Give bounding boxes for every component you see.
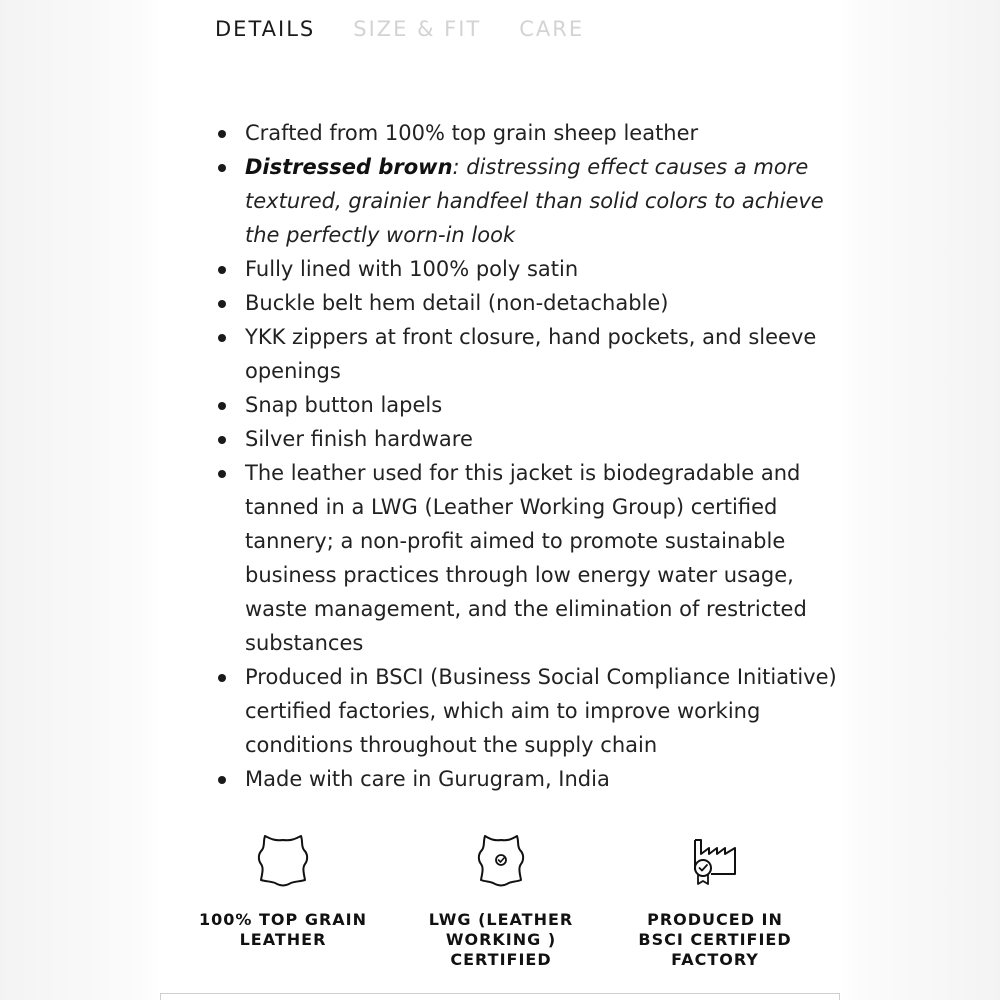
detail-text: Silver finish hardware (245, 427, 473, 451)
detail-color-name: Distressed brown (245, 155, 453, 179)
list-item (245, 320, 845, 388)
list-item (245, 422, 845, 456)
badge-label: PRODUCED IN BSCI CERTIFIED FACTORY (638, 910, 792, 969)
product-info-tabs (215, 17, 584, 41)
list-item (245, 762, 845, 796)
detail-text: The leather used for this jacket is biodegradable and tanned in a LWG (Leather Working Group) certified tannery; a non-profit aimed to promote sustainable business practices through low energy water usage, waste management, and the elimination of restricted substances (245, 461, 807, 655)
details-list (214, 116, 845, 796)
detail-text: Made with care in Gurugram, India (245, 767, 610, 791)
detail-text: Buckle belt hem detail (non-detachable) (245, 291, 669, 315)
detail-text: Snap button lapels (245, 393, 443, 417)
list-item (245, 388, 845, 422)
detail-text: Fully lined with 100% poly satin (245, 257, 579, 281)
bottom-divider (160, 993, 840, 1000)
certification-badges (160, 830, 840, 1000)
badge-label: LWG (LEATHER WORKING ) CERTIFIED (428, 910, 574, 969)
list-item (245, 252, 845, 286)
badge-lwg-certified (416, 830, 586, 970)
badge-top-grain-leather (198, 830, 368, 950)
leather-hide-icon (253, 830, 313, 890)
list-item (245, 150, 845, 252)
factory-certified-icon (685, 830, 745, 890)
certified-leather-icon (471, 830, 531, 890)
list-item (245, 660, 845, 762)
detail-text: Crafted from 100% top grain sheep leather (245, 121, 699, 145)
badge-bsci-factory (630, 830, 800, 970)
list-item (245, 456, 845, 660)
list-item (245, 116, 845, 150)
detail-text: Produced in BSCI (Business Social Compliance Initiative) certified factories, which aim to improve working conditions throughout the supply chain (245, 665, 837, 757)
detail-color-description: : distressing effect causes a more textured, grainier handfeel than solid colors to achieve the perfectly worn-in look (245, 155, 824, 247)
detail-text: YKK zippers at front closure, hand pockets, and sleeve openings (245, 325, 817, 383)
tab-details[interactable]: DETAILS (215, 17, 316, 41)
product-details-panel (160, 0, 840, 1000)
tab-size-and-fit[interactable]: SIZE & FIT (353, 17, 482, 41)
list-item (245, 286, 845, 320)
badge-label: 100% TOP GRAIN LEATHER (199, 910, 367, 949)
tab-care[interactable]: CARE (519, 17, 585, 41)
